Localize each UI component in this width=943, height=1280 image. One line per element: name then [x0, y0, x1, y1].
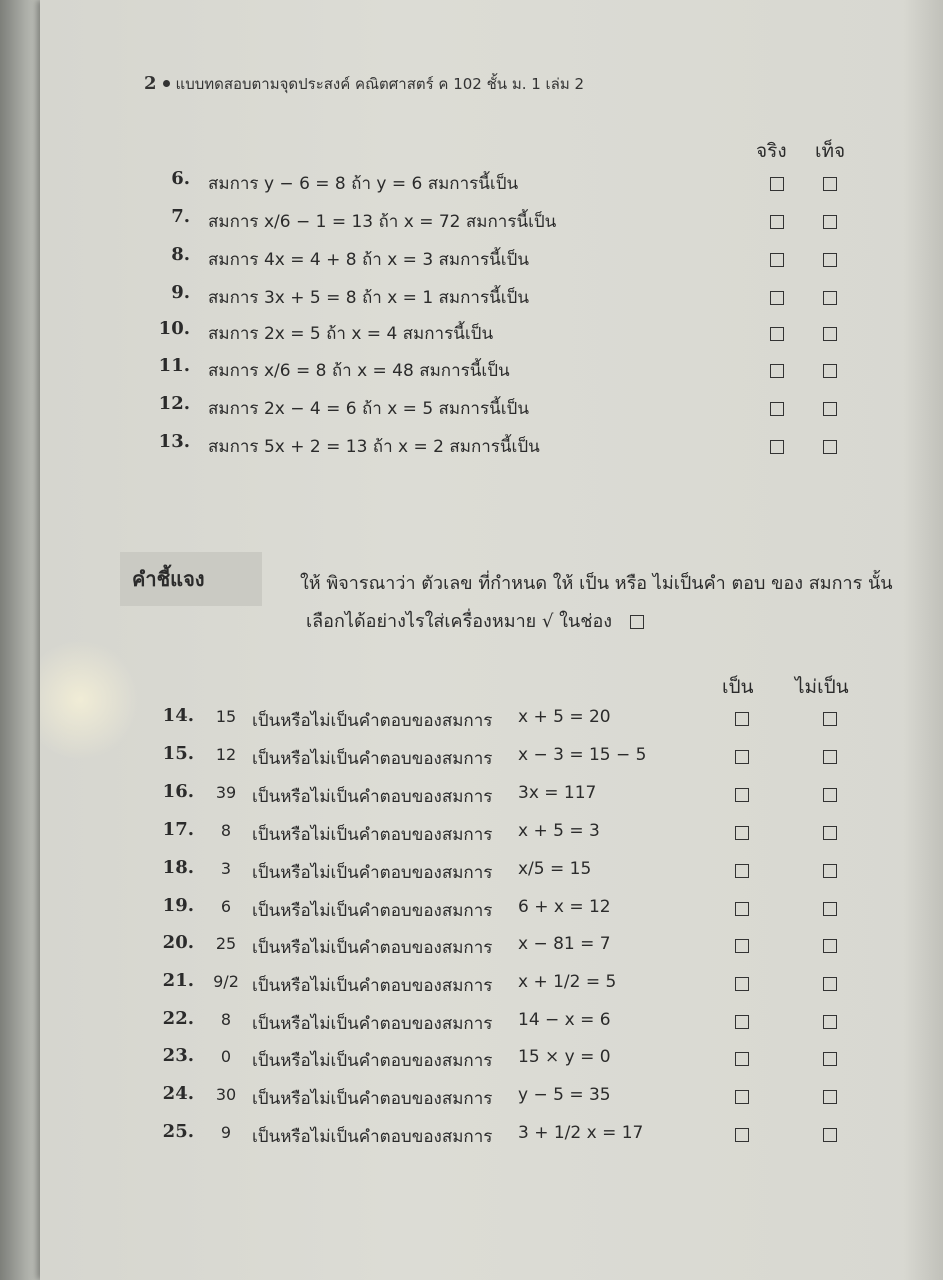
is-solution-checkbox[interactable]	[735, 1090, 749, 1104]
false-checkbox[interactable]	[823, 291, 837, 305]
is-solution-checkbox[interactable]	[735, 1128, 749, 1142]
question-row	[0, 932, 903, 962]
question-text: สมการ 2x = 5 ถ้า x = 4 สมการนี้เป็น	[208, 324, 494, 344]
is-solution-checkbox[interactable]	[735, 864, 749, 878]
question-phrase: เป็นหรือไม่เป็นคำตอบของสมการ	[252, 901, 493, 921]
is-solution-checkbox[interactable]	[735, 1052, 749, 1066]
question-text: สมการ 3x + 5 = 8 ถ้า x = 1 สมการนี้เป็น	[208, 288, 529, 308]
question-row	[0, 970, 903, 1000]
question-row	[0, 743, 903, 773]
light-glare	[40, 640, 140, 760]
question-number: 13.	[158, 431, 190, 452]
candidate-value: 15	[215, 707, 237, 726]
is-solution-checkbox[interactable]	[735, 939, 749, 953]
is-solution-checkbox[interactable]	[735, 902, 749, 916]
candidate-value: 39	[215, 783, 237, 802]
false-checkbox[interactable]	[823, 327, 837, 341]
question-phrase: เป็นหรือไม่เป็นคำตอบของสมการ	[252, 1014, 493, 1034]
equation: 14 − x = 6	[518, 1010, 611, 1030]
question-text: สมการ x/6 = 8 ถ้า x = 48 สมการนี้เป็น	[208, 361, 510, 381]
question-number: 18.	[162, 857, 194, 878]
not-solution-checkbox[interactable]	[823, 712, 837, 726]
is-solution-checkbox[interactable]	[735, 1015, 749, 1029]
question-text: สมการ 4x = 4 + 8 ถ้า x = 3 สมการนี้เป็น	[208, 250, 529, 270]
not-solution-checkbox[interactable]	[823, 902, 837, 916]
question-row	[0, 355, 903, 385]
question-number: 9.	[171, 282, 190, 303]
candidate-value: 8	[220, 1010, 232, 1029]
question-row	[0, 282, 903, 312]
false-checkbox[interactable]	[823, 364, 837, 378]
not-solution-checkbox[interactable]	[823, 864, 837, 878]
not-solution-checkbox[interactable]	[823, 788, 837, 802]
question-phrase: เป็นหรือไม่เป็นคำตอบของสมการ	[252, 1051, 493, 1071]
not-solution-checkbox[interactable]	[823, 826, 837, 840]
true-checkbox[interactable]	[770, 253, 784, 267]
question-phrase: เป็นหรือไม่เป็นคำตอบของสมการ	[252, 938, 493, 958]
question-number: 23.	[162, 1045, 194, 1066]
question-row	[0, 244, 903, 274]
candidate-value: 8	[220, 821, 232, 840]
question-phrase: เป็นหรือไม่เป็นคำตอบของสมการ	[252, 863, 493, 883]
candidate-value: 0	[220, 1047, 232, 1066]
candidate-value: 3	[220, 859, 232, 878]
col-false-heading: เท็จ	[815, 140, 846, 162]
question-number: 11.	[158, 355, 190, 376]
question-number: 10.	[158, 318, 190, 339]
true-checkbox[interactable]	[770, 402, 784, 416]
false-checkbox[interactable]	[823, 177, 837, 191]
not-solution-checkbox[interactable]	[823, 977, 837, 991]
question-row	[0, 857, 903, 887]
equation: 3 + 1/2 x = 17	[518, 1123, 644, 1143]
question-phrase: เป็นหรือไม่เป็นคำตอบของสมการ	[252, 1089, 493, 1109]
equation: x − 3 = 15 − 5	[518, 745, 647, 765]
question-text: สมการ 5x + 2 = 13 ถ้า x = 2 สมการนี้เป็น	[208, 437, 540, 457]
question-phrase: เป็นหรือไม่เป็นคำตอบของสมการ	[252, 711, 493, 731]
question-number: 25.	[162, 1121, 194, 1142]
candidate-value: 12	[215, 745, 237, 764]
question-number: 19.	[162, 895, 194, 916]
true-checkbox[interactable]	[770, 177, 784, 191]
question-number: 14.	[162, 705, 194, 726]
is-solution-checkbox[interactable]	[735, 977, 749, 991]
instructions-line-2	[306, 606, 644, 635]
question-row	[0, 895, 903, 925]
question-row	[0, 393, 903, 423]
is-solution-checkbox[interactable]	[735, 750, 749, 764]
page-header	[144, 72, 584, 96]
question-number: 6.	[171, 168, 190, 189]
not-solution-checkbox[interactable]	[823, 750, 837, 764]
col-no-heading: ไม่เป็น	[795, 676, 849, 698]
question-row	[0, 819, 903, 849]
question-number: 17.	[162, 819, 194, 840]
true-checkbox[interactable]	[770, 440, 784, 454]
question-row	[0, 1045, 903, 1075]
candidate-value: 25	[215, 934, 237, 953]
question-number: 16.	[162, 781, 194, 802]
equation: x + 1/2 = 5	[518, 972, 617, 992]
instructions-line-1: ให้ พิจารณาว่า ตัวเลข ที่กำหนด ให้ เป็น หรือ ไม่เป็นคำ ตอบ ของ สมการ นั้น	[300, 573, 893, 594]
equation: x/5 = 15	[518, 859, 592, 879]
question-number: 15.	[162, 743, 194, 764]
candidate-value: 30	[215, 1085, 237, 1104]
question-phrase: เป็นหรือไม่เป็นคำตอบของสมการ	[252, 1127, 493, 1147]
question-row	[0, 431, 903, 461]
question-number: 24.	[162, 1083, 194, 1104]
question-number: 21.	[162, 970, 194, 991]
question-number: 12.	[158, 393, 190, 414]
col-true-heading: จริง	[756, 140, 787, 162]
col-yes-heading: เป็น	[722, 676, 754, 698]
true-checkbox[interactable]	[770, 291, 784, 305]
false-checkbox[interactable]	[823, 440, 837, 454]
not-solution-checkbox[interactable]	[823, 1052, 837, 1066]
question-row	[0, 1083, 903, 1113]
is-solution-checkbox[interactable]	[735, 788, 749, 802]
question-row	[0, 781, 903, 811]
question-row	[0, 705, 903, 735]
equation: y − 5 = 35	[518, 1085, 611, 1105]
question-text: สมการ y − 6 = 8 ถ้า y = 6 สมการนี้เป็น	[208, 174, 519, 194]
is-solution-checkbox[interactable]	[735, 712, 749, 726]
true-checkbox[interactable]	[770, 364, 784, 378]
true-checkbox[interactable]	[770, 215, 784, 229]
not-solution-checkbox[interactable]	[823, 1015, 837, 1029]
question-phrase: เป็นหรือไม่เป็นคำตอบของสมการ	[252, 749, 493, 769]
question-phrase: เป็นหรือไม่เป็นคำตอบของสมการ	[252, 825, 493, 845]
true-checkbox[interactable]	[770, 327, 784, 341]
instructions-line-2-text: เลือกได้อย่างไรใส่เครื่องหมาย √ ในช่อง	[306, 611, 613, 632]
equation: x − 81 = 7	[518, 934, 611, 954]
not-solution-checkbox[interactable]	[823, 1090, 837, 1104]
question-phrase: เป็นหรือไม่เป็นคำตอบของสมการ	[252, 976, 493, 996]
question-row	[0, 206, 903, 236]
equation: 3x = 117	[518, 783, 597, 803]
checkbox-example-icon	[630, 615, 644, 629]
question-row	[0, 1121, 903, 1151]
false-checkbox[interactable]	[823, 215, 837, 229]
question-number: 20.	[162, 932, 194, 953]
question-text: สมการ 2x − 4 = 6 ถ้า x = 5 สมการนี้เป็น	[208, 399, 529, 419]
equation: x + 5 = 20	[518, 707, 611, 727]
candidate-value: 9	[220, 1123, 232, 1142]
question-phrase: เป็นหรือไม่เป็นคำตอบของสมการ	[252, 787, 493, 807]
question-number: 22.	[162, 1008, 194, 1029]
bullet-icon	[163, 80, 170, 87]
question-row	[0, 318, 903, 348]
question-text: สมการ x/6 − 1 = 13 ถ้า x = 72 สมการนี้เป็น	[208, 212, 557, 232]
equation: x + 5 = 3	[518, 821, 600, 841]
question-number: 7.	[171, 206, 190, 227]
is-solution-checkbox[interactable]	[735, 826, 749, 840]
header-title: แบบทดสอบตามจุดประสงค์ คณิตศาสตร์ ค 102 ชั้น ม. 1 เล่ม 2	[175, 75, 585, 93]
not-solution-checkbox[interactable]	[823, 1128, 837, 1142]
equation: 6 + x = 12	[518, 897, 611, 917]
false-checkbox[interactable]	[823, 253, 837, 267]
instructions-label: คำชี้แจง	[120, 552, 262, 606]
question-row	[0, 168, 903, 198]
page-number: 2	[144, 73, 157, 94]
candidate-value: 9/2	[213, 972, 239, 991]
question-row	[0, 1008, 903, 1038]
equation: 15 × y = 0	[518, 1047, 611, 1067]
not-solution-checkbox[interactable]	[823, 939, 837, 953]
candidate-value: 6	[220, 897, 232, 916]
false-checkbox[interactable]	[823, 402, 837, 416]
question-number: 8.	[171, 244, 190, 265]
